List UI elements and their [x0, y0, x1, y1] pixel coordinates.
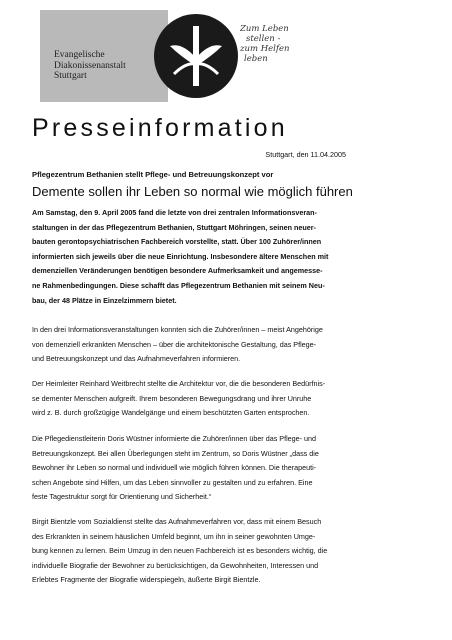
org-line-3: Stuttgart: [54, 71, 87, 81]
motto: [240, 24, 290, 64]
organization-logo: [40, 10, 300, 102]
paragraph-line: von demenziell erkrankten Menschen – über die architektonische Gestaltung, das Pflege-: [32, 339, 317, 349]
paragraph-line: und Betreuungskonzept und das Aufnahmeverfahren informieren.: [32, 354, 241, 364]
paragraph-line: Bewohner ihr Leben so normal und individuell wie möglich führen können. Die therapeuti-: [32, 463, 317, 473]
paragraph-line: individuelle Biografie der Bewohner zu berücksichtigen, da Gewohnheiten, Interessen und: [32, 560, 319, 570]
paragraph-line: bung kennen zu lernen. Beim Umzug in den neuen Fachbereich ist es besonders wichtig, die: [32, 546, 328, 556]
paragraph-line: se dementer Menschen aufgreift. Ihrem besonderen Bewegungsdrang und ihrer Unruhe: [32, 393, 312, 403]
motto-line-3: zum Helfen: [240, 44, 290, 54]
dove-cross-emblem-icon: [152, 12, 240, 100]
headline: Demente sollen ihr Leben so normal wie möglich führen: [32, 184, 353, 199]
paragraph-line: Betreuungskonzept. Bei allen Überlegungen steht im Zentrum, so Doris Wüstner „dass die: [32, 448, 319, 458]
paragraph-line: Der Heimleiter Reinhard Weitbrecht stellte die Architektur vor, die die besonderen Bedürfnis-: [32, 379, 326, 388]
organization-name: [54, 50, 126, 82]
motto-line-4: leben: [244, 54, 268, 64]
org-line-2: Diakonissenanstalt: [54, 60, 126, 71]
lead-line: demenziellen Veränderungen benötigen besondere Aufmerksamkeit und angemesse-: [32, 266, 323, 276]
paragraph-line: schen Angebote sind Hilfen, um das Leben sinnvoller zu gestalten und zu erfahren. Eine: [32, 477, 313, 487]
body-paragraph-1: [32, 323, 422, 367]
lead-line: staltungen in der das Pflegezentrum Bethanien, Stuttgart Möhringen, seinen neuer-: [32, 222, 316, 232]
lead-line: informierten sich jeweils über die neue Einrichtung. Insbesondere ältere Menschen mit: [32, 251, 329, 261]
paragraph-line: wird z. B. durch großzügige Wandelgänge und einem beschützten Garten entsprochen.: [32, 408, 310, 418]
subheading: Pflegezentrum Bethanien stellt Pflege- und Betreuungskonzept vor: [32, 170, 274, 179]
body-paragraph-4: [32, 515, 422, 588]
paragraph-line: des Erkrankten in seinem häuslichen Umfeld beginnt, um ihn in seiner gewohnten Umge-: [32, 531, 316, 541]
paragraph-line: In den drei Informationsveranstaltungen konnten sich die Zuhörer/innen – meist Angehörige: [32, 325, 323, 334]
page-title: Presseinformation: [32, 114, 288, 142]
paragraph-line: Birgit Bientzle vom Sozialdienst stellte das Aufnahmeverfahren vor, dass mit einem Besuch: [32, 517, 322, 526]
paragraph-line: Die Pflegedienstleiterin Doris Wüstner informierte die Zuhörer/innen über das Pflege- und: [32, 434, 317, 443]
lead-line: bau, der 48 Plätze in Einzelzimmern bietet.: [32, 295, 177, 305]
paragraph-line: feste Tagestruktur sorgt für Orientierung und Sicherheit.“: [32, 492, 212, 502]
lead-line: bauten gerontopsychiatrischen Fachbereich vorstellte, statt. Über 100 Zuhörer/innen: [32, 237, 322, 247]
date-line: Stuttgart, den 11.04.2005: [265, 150, 346, 159]
body-paragraph-3: [32, 432, 422, 505]
lead-line: Am Samstag, den 9. April 2005 fand die letzte von drei zentralen Informationsveran-: [32, 208, 317, 217]
lead-line: ne Rahmenbedingungen. Diese schafft das Pflegezentrum Bethanien mit seinem Neu-: [32, 280, 325, 290]
lead-paragraph: [32, 206, 422, 308]
motto-line-1: Zum Leben: [240, 24, 289, 34]
body-paragraph-2: [32, 377, 422, 421]
org-line-1: Evangelische: [54, 50, 105, 60]
motto-line-2: stellen -: [246, 34, 281, 44]
paragraph-line: Erlebtes Fragmente der Biografie widerspiegeln, äußerte Birgit Bientzle.: [32, 575, 261, 585]
